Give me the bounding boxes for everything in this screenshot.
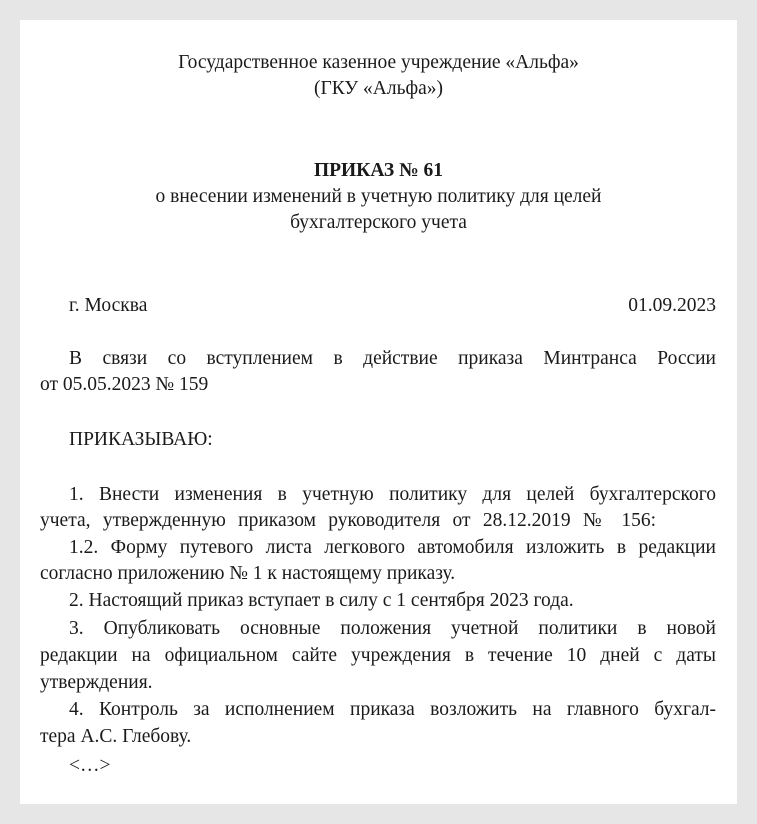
- preamble-line-2: от 05.05.2023 № 159: [40, 374, 209, 395]
- order-subtitle-line-2: бухгалтерского учета: [290, 212, 467, 233]
- item-4-line-2: тера А.С. Глебову.: [40, 726, 192, 747]
- item-1-line-1: 1. Внести изменения в учетную политику для целей бухгалтерского: [69, 484, 716, 505]
- item-2-line-1: 2. Настоящий приказ вступает в силу с 1 сентября 2023 года.: [69, 590, 574, 611]
- item-1-2-line-2: согласно приложению № 1 к настоящему приказу.: [40, 563, 456, 584]
- order-title: ПРИКАЗ № 61: [313, 160, 444, 181]
- item-3-line-3: утверждения.: [40, 672, 153, 693]
- preamble-line-1: В связи со вступлением в действие приказа Минтранса России: [69, 348, 716, 369]
- order-subtitle-line-1: о внесении изменений в учетную политику для целей: [155, 186, 602, 207]
- omission-mark: <…>: [69, 755, 111, 776]
- item-3-line-1: 3. Опубликовать основные положения учетной политики в новой: [69, 618, 716, 639]
- document-page: [20, 20, 737, 804]
- order-date: 01.09.2023: [628, 295, 716, 316]
- item-1-2-line-1: 1.2. Форму путевого листа легкового автомобиля изложить в редакции: [69, 537, 716, 558]
- item-3-line-2: редакции на официальном сайте учреждения в течение 10 дней с даты: [40, 645, 716, 666]
- command-word: ПРИКАЗЫВАЮ:: [69, 429, 213, 450]
- organization-short-name: (ГКУ «Альфа»): [313, 78, 444, 99]
- item-4-line-1: 4. Контроль за исполнением приказа возложить на главного бухгал-: [69, 699, 716, 720]
- item-1-line-2: учета, утвержденную приказом руководителя от 28.12.2019 № 156:: [40, 510, 656, 531]
- organization-name: Государственное казенное учреждение «Альфа»: [178, 52, 579, 73]
- city: г. Москва: [69, 295, 148, 316]
